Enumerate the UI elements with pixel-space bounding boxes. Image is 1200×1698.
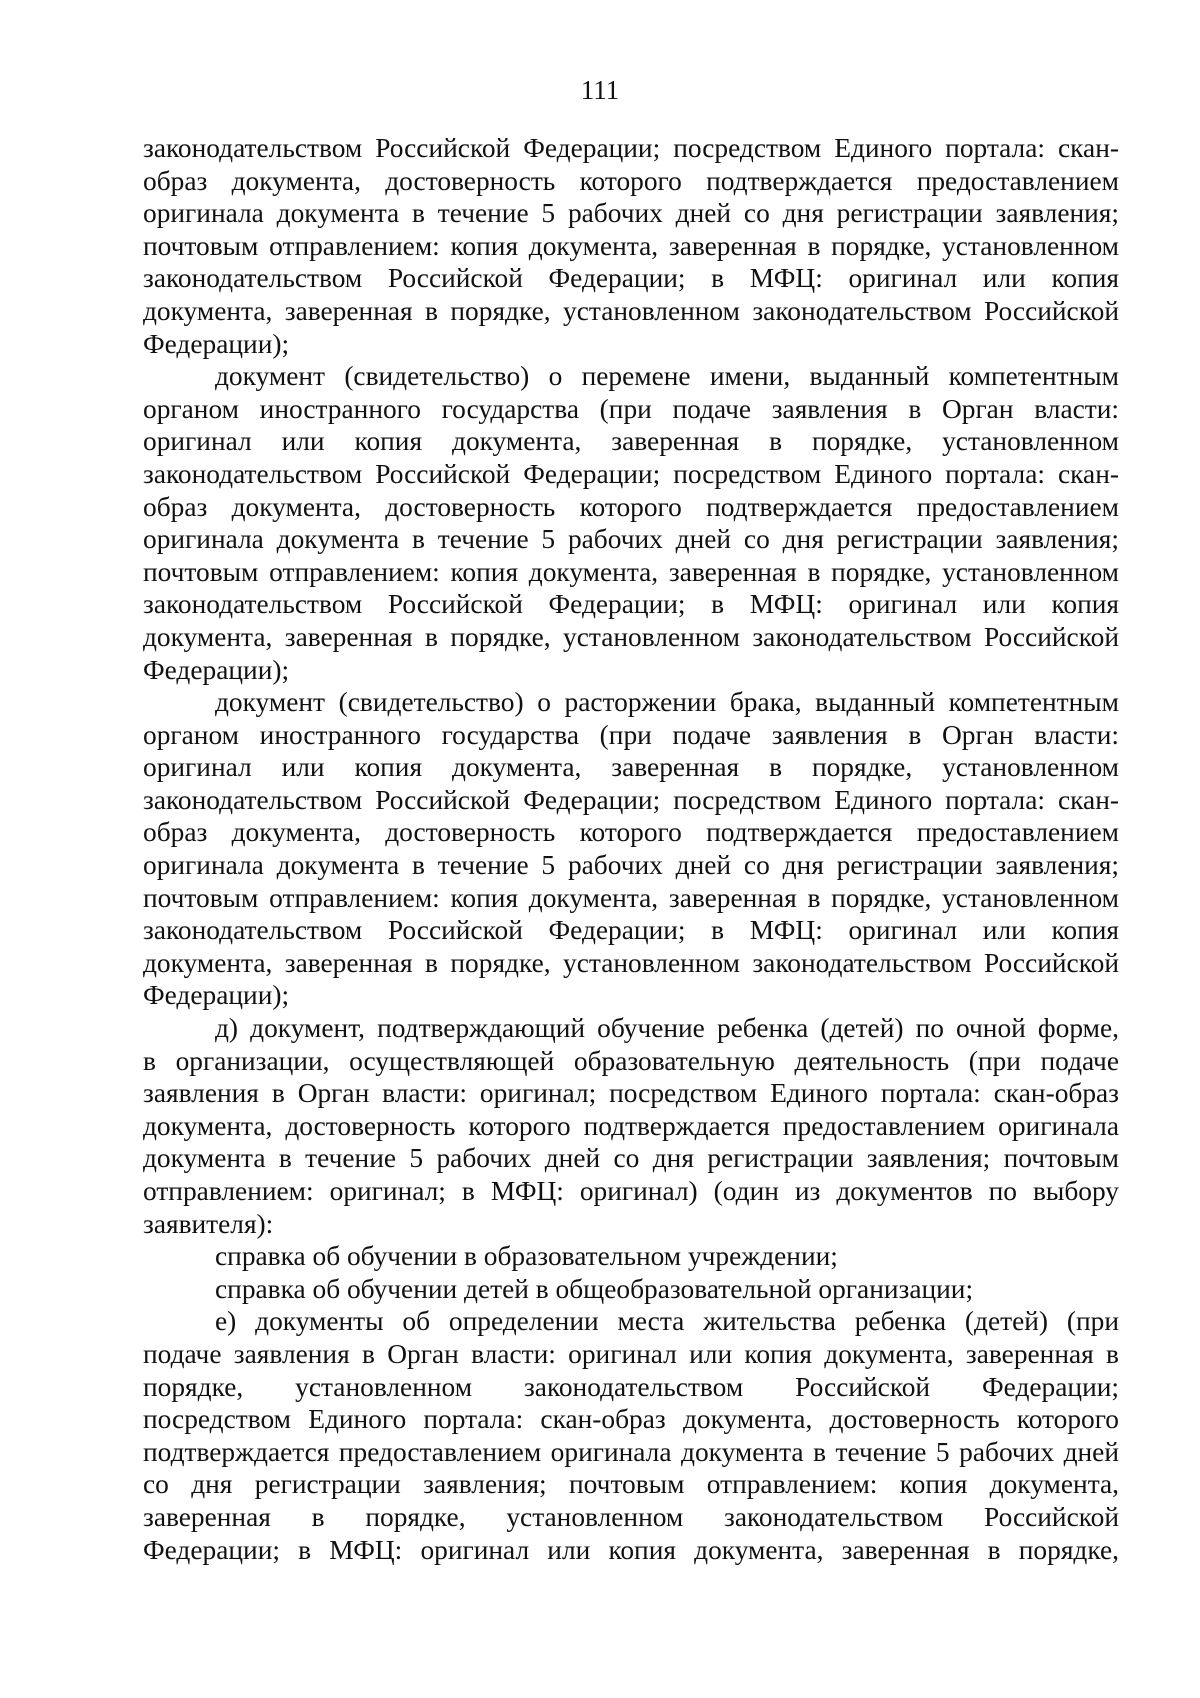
paragraph [143, 1305, 1119, 1566]
text-line: оригинал или копия документа, заверенная в порядке, установленном [143, 752, 1119, 783]
text-line: справка об обучении в образовательном учреждении; [215, 1241, 838, 1272]
text-line: образ документа, достоверность которого подтверждается предоставлением [143, 165, 1119, 196]
text-line: документа в течение 5 рабочих дней со дня регистрации заявления; почтовым [143, 1143, 1119, 1174]
text-line: е) документы об определении места жительства ребенка (детей) (при [215, 1306, 1119, 1337]
text-line: документ (свидетельство) о расторжении брака, выданный компетентным [215, 687, 1119, 718]
text-line: оригинала документа в течение 5 рабочих дней со дня регистрации заявления; [143, 198, 1119, 229]
text-line: почтовым отправлением: копия документа, заверенная в порядке, установленном [143, 230, 1119, 261]
text-line: законодательством Российской Федерации; посредством Единого портала: скан- [143, 133, 1119, 163]
paragraph [143, 1240, 1119, 1273]
text-line: документа, достоверность которого подтверждается предоставлением оригинала [143, 1110, 1119, 1141]
page-number: 111 [580, 75, 620, 105]
text-line: законодательством Российской Федерации; посредством Единого портала: скан- [143, 458, 1119, 489]
text-line: законодательством Российской Федерации; в МФЦ: оригинал или копия [143, 589, 1119, 620]
document-body [143, 132, 1119, 1566]
text-line: документа, заверенная в порядке, установленном законодательством Российской [143, 621, 1119, 652]
text-line: подаче заявления в Орган власти: оригинал или копия документа, заверенная в [143, 1338, 1119, 1369]
text-line: оригинала документа в течение 5 рабочих дней со дня регистрации заявления; [143, 524, 1119, 555]
text-line: в организации, осуществляющей образовательную деятельность (при подаче [143, 1045, 1119, 1076]
text-line: органом иностранного государства (при подаче заявления в Орган власти: [143, 393, 1119, 424]
text-line: законодательством Российской Федерации; в МФЦ: оригинал или копия [143, 263, 1119, 294]
text-line: документа, заверенная в порядке, установленном законодательством Российской [143, 947, 1119, 978]
text-line: законодательством Российской Федерации; посредством Единого портала: скан- [143, 784, 1119, 815]
paragraph [143, 132, 1119, 360]
paragraph [143, 360, 1119, 686]
text-line: порядке, установленном законодательством Российской Федерации; [143, 1371, 1119, 1402]
text-line: почтовым отправлением: копия документа, заверенная в порядке, установленном [143, 556, 1119, 587]
paragraph [143, 1273, 1119, 1306]
text-line: оригинала документа в течение 5 рабочих дней со дня регистрации заявления; [143, 850, 1119, 881]
text-line: органом иностранного государства (при подаче заявления в Орган власти: [143, 719, 1119, 750]
text-line: Федерации); [143, 980, 290, 1011]
text-line: со дня регистрации заявления; почтовым отправлением: копия документа, [143, 1469, 1119, 1500]
text-line: справка об обучении детей в общеобразовательной организации; [215, 1273, 974, 1304]
text-line: законодательством Российской Федерации; в МФЦ: оригинал или копия [143, 915, 1119, 946]
text-line: заверенная в порядке, установленном законодательством Российской [143, 1501, 1119, 1532]
paragraph [143, 686, 1119, 1012]
text-line: документа, заверенная в порядке, установленном законодательством Российской [143, 295, 1119, 326]
text-line: оригинал или копия документа, заверенная в порядке, установленном [143, 426, 1119, 457]
text-line: Федерации); [143, 328, 290, 359]
text-line: Федерации; в МФЦ: оригинал или копия документа, заверенная в порядке, [143, 1534, 1119, 1565]
text-line: посредством Единого портала: скан-образ документа, достоверность которого [143, 1404, 1119, 1435]
text-line: почтовым отправлением: копия документа, заверенная в порядке, установленном [143, 882, 1119, 913]
paragraph [143, 1012, 1119, 1240]
text-line: образ документа, достоверность которого подтверждается предоставлением [143, 491, 1119, 522]
text-line: заявления в Орган власти: оригинал; посредством Единого портала: скан-образ [143, 1078, 1119, 1109]
text-line: отправлением: оригинал; в МФЦ: оригинал) (один из документов по выбору [143, 1176, 1119, 1206]
text-line: Федерации); [143, 654, 290, 685]
text-line: образ документа, достоверность которого подтверждается предоставлением [143, 817, 1119, 848]
text-line: документ (свидетельство) о перемене имени, выданный компетентным [215, 361, 1119, 392]
text-line: подтверждается предоставлением оригинала документа в течение 5 рабочих дней [143, 1436, 1119, 1467]
text-line: д) документ, подтверждающий обучение ребенка (детей) по очной форме, [215, 1013, 1119, 1044]
text-line: заявителя): [143, 1208, 274, 1239]
